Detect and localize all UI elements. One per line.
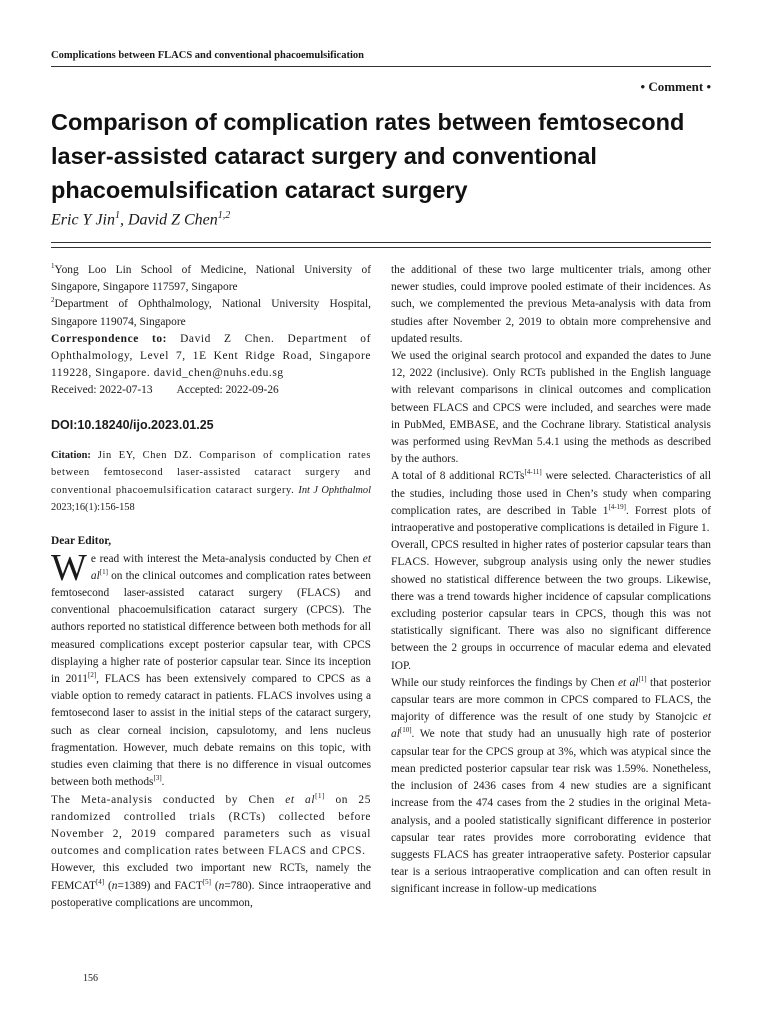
correspondence xyxy=(51,331,371,383)
body-paragraph xyxy=(51,546,371,792)
text: ( xyxy=(211,879,219,892)
text: ( xyxy=(104,879,112,892)
reference[interactable]: [5] xyxy=(202,877,211,886)
article-title: Comparison of complication rates between femtosecond laser-assisted cataract surgery and conventional phacoemulsification cataract surgery xyxy=(51,109,685,203)
right-column xyxy=(391,262,711,899)
reference[interactable]: [4-19] xyxy=(608,503,626,512)
text: The Meta-analysis conducted by Chen xyxy=(51,793,286,806)
dates xyxy=(51,382,371,399)
author-line: Eric Y Jin$^1$, David Z Chen$^{1,2}$ xyxy=(51,210,231,229)
text: e read with interest the Meta-analysis conducted by Chen xyxy=(90,552,363,565)
body-paragraph: Overall, CPCS resulted in higher rates of posterior capsular tears than FLACS. However, subgroup analysis using only the newer studies showed no statistical difference between the two groups. Likewise, there was a trend towards higher incidence of capsular complications excluding posterior capsular tears in CPCS, though this was not statistically significant. There was also no significant difference between the 2 groups in occurrence of macular edema and elevated IOP. xyxy=(391,539,711,672)
text: were selected. Characteristics of all the studies, including those used in Chen’s study when comparing complication rates, are described in Table 1 xyxy=(391,470,712,517)
body-paragraph xyxy=(51,792,371,861)
author-affiliation-sup: 1,2 xyxy=(217,210,231,221)
text: However, this excluded two important new RCTs, namely the FEMCAT xyxy=(51,862,371,892)
drop-cap: W xyxy=(51,546,87,589)
et-al: et al xyxy=(90,552,371,582)
text: on the clinical outcomes and complication rates between femtosecond laser-assisted cataract surgery (FLACS) and conventional phacoemulsification cataract surgery (CPCS). The authors reported no statistical difference between both methods for all measured complications except posterior capsular tear, with CPCS displaying a higher rate of posterior capsular tear. Since its inception in 2011 xyxy=(51,569,371,686)
body-paragraph: the additional of these two large multicenter trials, among other newer studies, could improve pooled estimate of their incidences. As such, we complemented the previous Meta-analysis with data from studies after November 2, 2019 to obtain more comprehensive and updated results. xyxy=(391,264,711,345)
text: , FLACS has been extensively compared to CPCS as a viable option to remedy cataract in patients. FLACS involves using a femtosecond laser to assist in the initial steps of the cataract surgery, such as clear corneal incision, capsulotomy, and lens nucleus fragmentation. However, much debate remains on this topic, with studies even claiming that there is no difference in visual outcomes between both methods xyxy=(51,673,371,789)
citation-journal: Int J Ophthalmol xyxy=(298,484,371,496)
text: A total of 8 additional RCTs xyxy=(391,470,525,483)
aff-sup: 2 xyxy=(51,296,55,305)
reference[interactable]: [10] xyxy=(399,726,412,735)
author-affiliation-sup: 1 xyxy=(115,210,120,221)
affiliation-2 xyxy=(51,296,371,330)
text: . We note that study had an unusually high rate of posterior capsular tear for the CPCS group at 3%, which was atypical since the mean predicted posterior capsular tear risk was 1.59%. Nonetheless, the inclusion of 2436 cases from 4 new studies are a significant increase from the 474 cases from the 2 studies in the original Meta-analysis, and a pooled statistically significant difference in posterior capsular tear rates provides more corroborating evidence that suggests FLACS has greater intraoperative safety. Posterior capsular tear is a serious intraoperative complication and can often result in significant increase in follow-up medications xyxy=(391,728,711,896)
corr-text: David Z Chen. Department of Ophthalmology, Level 7, 1E Kent Ridge Road, Singapore 119228, Singapore. david_chen@nuhs.edu.sg xyxy=(51,332,371,380)
body-paragraph xyxy=(391,468,711,537)
text: While our study reinforces the findings by Chen xyxy=(391,676,618,689)
citation-label: Citation: xyxy=(51,449,91,461)
body-paragraph: We used the original search protocol and expanded the dates to June 12, 2022 (inclusive). Only RCTs published in the English language with relevant comparisons in clinical outcomes and complication between FLACS and CPCS were included, and searches were made in PubMed, EMBASE, and the Cochrane library. Statistical analysis was performed using RevMan 5.4.1 using the methods as described by the authors. xyxy=(391,350,711,466)
body-paragraph xyxy=(51,860,371,912)
citation xyxy=(51,447,371,517)
reference[interactable]: [1] xyxy=(315,791,326,800)
text: =780). Since intraoperative and postoperative complications are uncommon, xyxy=(51,879,371,909)
salutation: Dear Editor, xyxy=(51,535,112,548)
running-head: Complications between FLACS and conventional phacoemulsification xyxy=(51,50,364,61)
text: on 25 randomized controlled trials (RCTs) collected before November 2, 2019 compared parameters such as visual outcomes and complication rates between FLACS and CPCS. xyxy=(51,793,372,858)
aff-text: Yong Loo Lin School of Medicine, National University of Singapore, Singapore 117597, Singapore xyxy=(51,264,371,294)
reference[interactable]: [3] xyxy=(153,774,162,783)
aff-text: Department of Ophthalmology, National University Hospital, Singapore 119074, Singapore xyxy=(51,298,371,328)
page-number: 156 xyxy=(83,973,98,984)
text: . xyxy=(161,776,165,789)
doi[interactable]: DOI:10.18240/ijo.2023.01.25 xyxy=(51,417,214,432)
text: =1389) and FACT xyxy=(117,879,203,892)
n-symbol: n xyxy=(111,879,118,892)
citation-text: Jin EY, Chen DZ. Comparison of complication rates between femtosecond laser-assisted cataract surgery and conventional phacoemulsification cataract surgery. xyxy=(51,449,371,496)
text: . Forrest plots of intraoperative and postoperative complications is detailed in Figure 1. xyxy=(391,504,711,535)
reference[interactable]: [4] xyxy=(95,877,105,886)
reference[interactable]: [1] xyxy=(99,568,108,577)
et-al: et al xyxy=(391,711,711,741)
author-name: David Z Chen xyxy=(128,211,218,229)
affiliation-1 xyxy=(51,262,371,296)
title-double-rule xyxy=(51,242,711,248)
header-rule xyxy=(51,66,711,67)
accepted-date: Accepted: 2022-09-26 xyxy=(176,384,279,397)
corr-label: Correspondence to: xyxy=(51,332,168,345)
citation-tail: 2023;16(1):156-158 xyxy=(51,502,135,514)
reference[interactable]: [4-11] xyxy=(524,468,542,477)
text: that posterior capsular tears are more common in CPCS compared to FLACS, the majority of difference was the result of one study by Stanojcic xyxy=(391,676,711,724)
et-al: et al xyxy=(285,793,316,806)
section-tag: • Comment • xyxy=(640,79,711,94)
body-paragraph xyxy=(391,675,711,899)
reference[interactable]: [1] xyxy=(638,675,647,684)
received-date: Received: 2022-07-13 xyxy=(51,384,153,397)
reference[interactable]: [2] xyxy=(87,671,97,680)
et-al: et al xyxy=(618,676,639,689)
n-symbol: n xyxy=(218,879,225,892)
left-column xyxy=(51,262,371,912)
author-name: Eric Y Jin xyxy=(51,211,115,229)
aff-sup: 1 xyxy=(51,262,55,271)
